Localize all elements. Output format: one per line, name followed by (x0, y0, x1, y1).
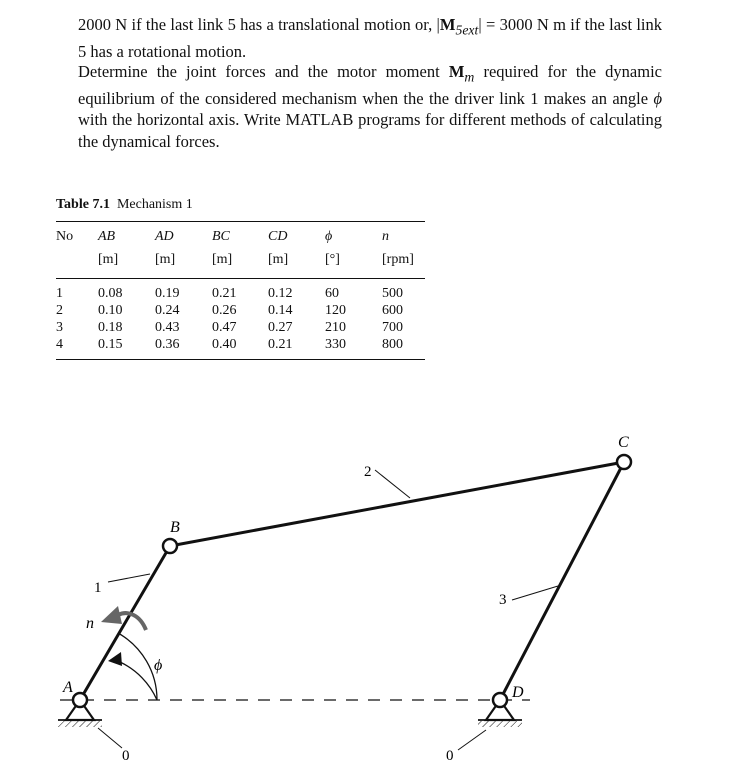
joint-b (163, 539, 177, 553)
link-3 (500, 462, 624, 700)
label-link-2: 2 (364, 464, 372, 480)
cell: 0.36 (155, 337, 180, 352)
leader-ground-right (458, 730, 486, 750)
header-ab: AB (98, 229, 116, 244)
label-link-1: 1 (94, 580, 102, 596)
cell: 3 (56, 320, 63, 335)
label-joint-d: D (512, 684, 524, 701)
table-caption-title: Mechanism 1 (116, 197, 193, 212)
label-ground-left: 0 (122, 748, 130, 764)
cell: 0.26 (212, 303, 237, 318)
label-joint-a: A (63, 679, 73, 696)
cell: 60 (325, 286, 339, 301)
p1-text-b: | = 3000 N m if the last link 5 has a rotational motion. (78, 15, 663, 61)
cell: 0.21 (212, 286, 237, 301)
cell: 700 (382, 320, 403, 335)
p2-text-a: Determine the joint forces and the motor moment (78, 62, 449, 81)
header-n: n (382, 229, 389, 244)
label-speed-n: n (86, 615, 94, 632)
unit-ad: [m] (155, 245, 212, 279)
cell: 4 (56, 337, 63, 352)
leader-ground-left (98, 728, 122, 748)
joint-d (493, 693, 507, 707)
p2-text-c: with the horizontal axis. Write MATLAB programs for different methods of calculating the dynamical forces. (78, 110, 662, 151)
unit-bc: [m] (212, 245, 268, 279)
header-ad: AD (155, 229, 174, 244)
cell: 0.27 (268, 320, 293, 335)
cell: 0.10 (98, 303, 123, 318)
cell: 0.24 (155, 303, 180, 318)
header-bc: BC (212, 229, 230, 244)
cell: 0.12 (268, 286, 293, 301)
leader-link-1 (108, 574, 150, 582)
cell: 120 (325, 303, 346, 318)
link-2 (170, 462, 624, 546)
header-phi: ϕ (325, 229, 333, 244)
label-link-3: 3 (499, 592, 507, 608)
cell: 0.15 (98, 337, 123, 352)
unit-cd: [m] (268, 245, 325, 279)
cell: 600 (382, 303, 403, 318)
cell: 0.40 (212, 337, 237, 352)
unit-ab: [m] (98, 245, 155, 279)
header-no: No (56, 229, 74, 244)
label-joint-c: C (618, 434, 629, 451)
angle-phi-arc (108, 633, 157, 700)
cell: 0.19 (155, 286, 180, 301)
table-caption-label: Table 7.1 (56, 197, 110, 212)
cell: 0.43 (155, 320, 180, 335)
p2-moment-symbol: M (448, 62, 465, 81)
unit-n: [rpm] (382, 245, 425, 279)
leader-link-3 (512, 586, 558, 600)
p2-text-b: required for the dynamic equilibrium of the considered mechanism when the the driver link 1 makes an angle (78, 62, 663, 108)
p1-moment-subscript: 5ext (455, 22, 479, 38)
cell: 800 (382, 337, 403, 352)
p1-moment-symbol: M (439, 15, 456, 34)
cell: 500 (382, 286, 403, 301)
joint-a (73, 693, 87, 707)
label-ground-right: 0 (446, 748, 454, 764)
leader-link-2 (375, 470, 410, 498)
joint-c (617, 455, 631, 469)
cell: 1 (56, 286, 63, 301)
unit-phi: [°] (325, 245, 382, 279)
cell: 0.14 (268, 303, 293, 318)
p2-moment-subscript: m (464, 69, 475, 85)
header-cd: CD (268, 229, 288, 244)
cell: 0.18 (98, 320, 123, 335)
cell: 0.08 (98, 286, 123, 301)
label-angle-phi: ϕ (154, 657, 163, 674)
p1-text-a: 2000 N if the last link 5 has a translational motion or, | (78, 15, 440, 34)
cell: 0.47 (212, 320, 237, 335)
cell: 210 (325, 320, 346, 335)
cell: 2 (56, 303, 63, 318)
label-joint-b: B (170, 519, 180, 536)
p2-phi-symbol: ϕ (653, 88, 662, 108)
cell: 0.21 (268, 337, 293, 352)
cell: 330 (325, 337, 346, 352)
